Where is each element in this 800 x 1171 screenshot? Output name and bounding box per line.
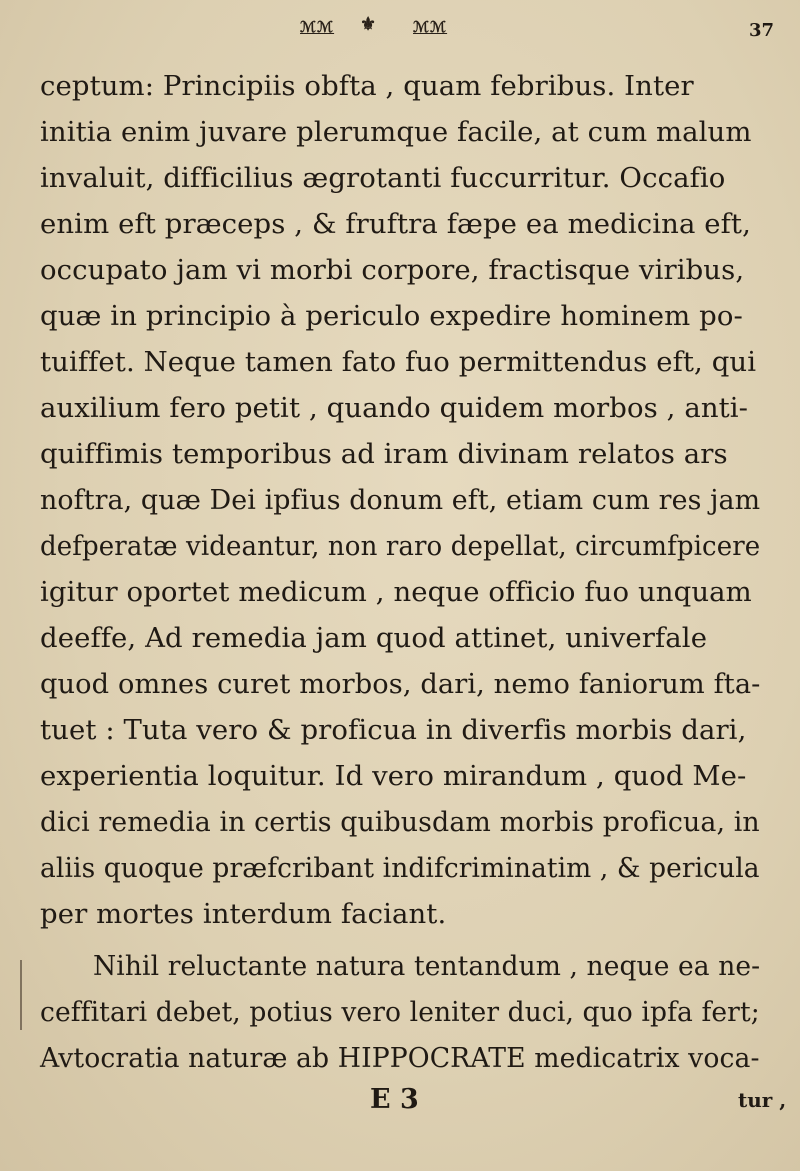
text-line: tuiffet. Neque tamen fato fuo permittendus eft, qui — [40, 346, 757, 378]
text-line: experientia loquitur. Id vero mirandum , quod Me- — [40, 760, 747, 792]
signature-mark: E 3 — [370, 1084, 419, 1115]
page-header — [0, 8, 800, 44]
text-line: igitur oportet medicum , neque officio fuo unquam — [40, 576, 752, 608]
margin-mark — [20, 960, 22, 1030]
text-line: invaluit, difficilius ægrotanti fuccurritur. Occafio — [40, 162, 726, 194]
header-ornament-left: ℳℳ — [300, 18, 335, 36]
page-number: 37 — [749, 20, 775, 41]
text-line: quod omnes curet morbos, dari, nemo faniorum fta- — [40, 668, 761, 700]
header-ornament-right: ℳℳ — [413, 18, 448, 36]
text-line: aliis quoque præfcribant indifcriminatim , & pericula — [40, 852, 760, 884]
text-line: tuet : Tuta vero & proficua in diverfis morbis dari, — [40, 714, 747, 746]
text-line: auxilium fero petit , quando quidem morbos , anti- — [40, 392, 749, 424]
text-line: per mortes interdum faciant. — [40, 898, 447, 930]
text-line: ceptum: Principiis obfta , quam febribus. Inter — [40, 70, 694, 102]
text-line: ceffitari debet, potius vero leniter duci, quo ipfa fert; — [40, 996, 760, 1028]
text-line: deeffe, Ad remedia jam quod attinet, univerfale — [40, 622, 708, 654]
text-line: quæ in principio à periculo expedire hominem po- — [40, 300, 743, 332]
text-line: initia enim juvare plerumque facile, at cum malum — [40, 116, 752, 148]
text-line: occupato jam vi morbi corpore, fractisque viribus, — [40, 254, 745, 286]
page-footer — [0, 1080, 800, 1120]
text-line: Avtocratia naturæ ab HIPPOCRATE medicatrix voca- — [40, 1042, 760, 1074]
text-line: noftra, quæ Dei ipfius donum eft, etiam cum res jam — [40, 484, 761, 516]
text-line: defperatæ videantur, non raro depellat, circumfpicere — [40, 530, 761, 562]
text-line: quiffimis temporibus ad iram divinam relatos ars — [40, 438, 728, 470]
text-line: dici remedia in certis quibusdam morbis proficua, in — [40, 806, 760, 838]
text-line: Nihil reluctante natura tentandum , neque ea ne- — [93, 950, 761, 982]
catchword: tur , — [738, 1088, 787, 1112]
text-line: enim eft præceps , & fruftra fæpe ea medicina eft, — [40, 208, 751, 240]
header-ornament-mid: ⚜ — [360, 14, 378, 35]
